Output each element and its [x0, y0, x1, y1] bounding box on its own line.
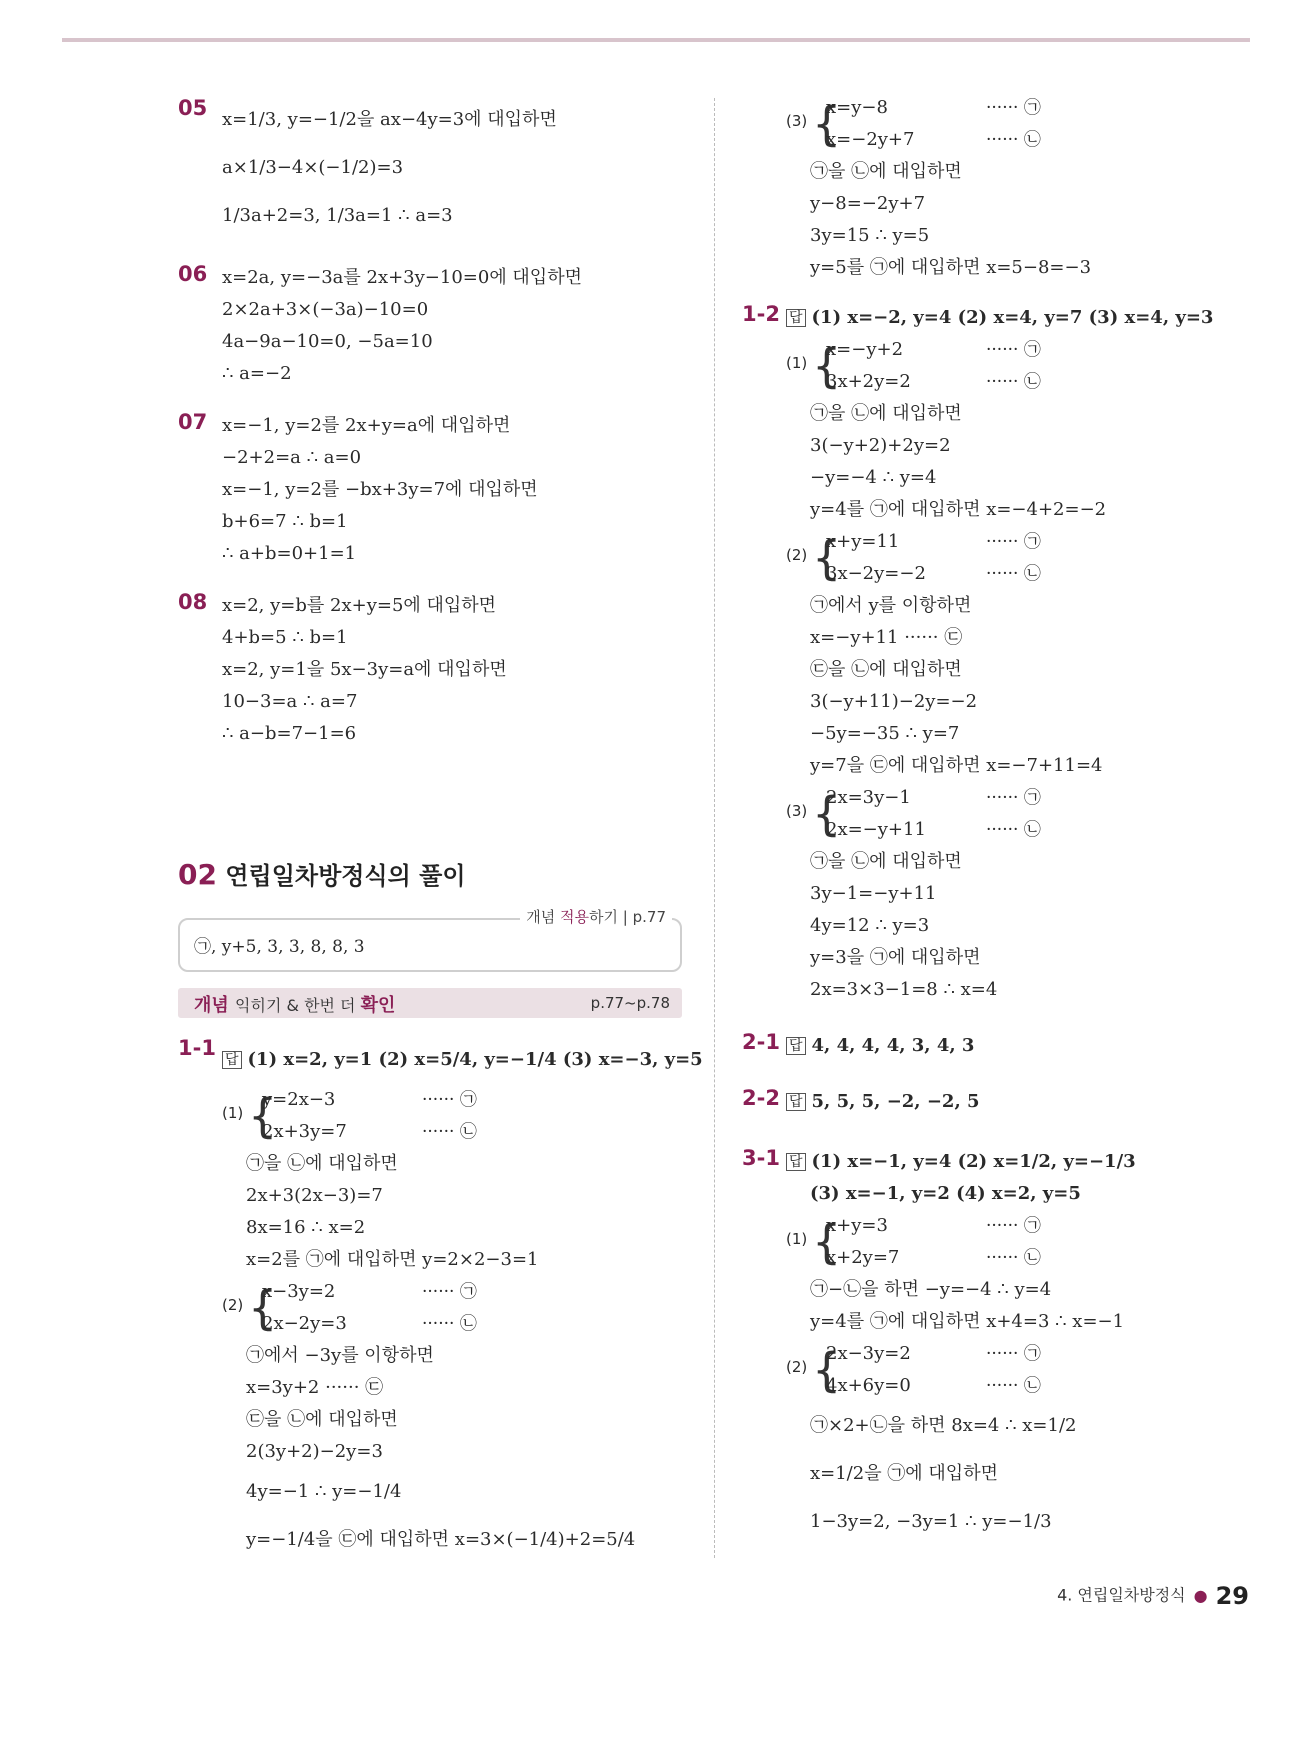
- equation: 3x−2y=−2: [826, 563, 926, 584]
- problem-07: [178, 410, 698, 570]
- brace-icon: {: [812, 531, 842, 585]
- system-label: (1): [786, 354, 808, 372]
- equation-system: [786, 782, 1242, 846]
- equation: 2x=3y−1: [826, 787, 911, 808]
- solution-line: x=2, y=1을 5x−3y=a에 대입하면: [222, 659, 507, 680]
- problem-3-1: [742, 1146, 1242, 1546]
- equation: x−3y=2: [262, 1281, 336, 1302]
- solution-line: ㉠에서 −3y를 이항하면: [246, 1345, 434, 1366]
- practice-title-part: 확인: [360, 995, 396, 1016]
- solution-line: −y=−4 ∴ y=4: [810, 467, 937, 488]
- answer-mark: 답: [786, 1093, 806, 1111]
- equation-mark: ······ ㉡: [986, 564, 1041, 584]
- solution-line: ㉠을 ㉡에 대입하면: [810, 161, 962, 182]
- equation-system: [786, 1210, 1242, 1274]
- answer-line: [222, 1036, 703, 1084]
- equation: x=−2y+7: [826, 129, 915, 150]
- practice-title: [194, 991, 395, 1017]
- solution-line: y−8=−2y+7: [810, 193, 926, 214]
- practice-bar: [178, 988, 682, 1018]
- solution-line: ∴ a−b=7−1=6: [222, 723, 357, 744]
- solution-line: −2+2=a ∴ a=0: [222, 447, 362, 468]
- brace-icon: {: [248, 1089, 278, 1143]
- equation-mark: ······ ㉡: [986, 1248, 1041, 1268]
- problem-number: 08: [178, 590, 208, 614]
- section-heading: [178, 856, 466, 891]
- equation-mark: ······ ㉡: [422, 1314, 477, 1334]
- equation: 2x=−y+11: [826, 819, 926, 840]
- solution-line: 8x=16 ∴ x=2: [246, 1217, 366, 1238]
- problem-number: 07: [178, 410, 208, 434]
- equation: x+y=3: [826, 1215, 888, 1236]
- practice-title-part: 개념: [194, 995, 236, 1016]
- solution-line: ㉠−㉡을 하면 −y=−4 ∴ y=4: [810, 1279, 1052, 1300]
- answer-mark: 답: [786, 1037, 806, 1055]
- solution-line: 3y=15 ∴ y=5: [810, 225, 930, 246]
- brace-icon: {: [812, 339, 842, 393]
- equation: 3x+2y=2: [826, 371, 911, 392]
- solution-line: x=1/3, y=−1/2을 ax−4y=3에 대입하면: [222, 109, 557, 130]
- solution-line: x=2a, y=−3a를 2x+3y−10=0에 대입하면: [222, 267, 582, 288]
- equation-mark: ······ ㉠: [422, 1090, 477, 1110]
- solution-line: ㉠을 ㉡에 대입하면: [810, 403, 962, 424]
- chapter-title: 4. 연립일차방정식: [1057, 1585, 1186, 1605]
- section-title: 연립일차방정식의 풀이: [225, 862, 466, 890]
- answer-text: (3) x=−1, y=2 (4) x=2, y=5: [810, 1183, 1081, 1204]
- column-divider: [714, 98, 715, 1558]
- equation: 2x−2y=3: [262, 1313, 347, 1334]
- equation-mark: ······ ㉠: [986, 1216, 1041, 1236]
- equation-system: [786, 1338, 1242, 1402]
- solution-line: 10−3=a ∴ a=7: [222, 691, 358, 712]
- brace-icon: {: [812, 787, 842, 841]
- solution-line: −5y=−35 ∴ y=7: [810, 723, 960, 744]
- system-label: (2): [786, 546, 808, 564]
- problem-number: 06: [178, 262, 208, 286]
- equation-system: [222, 1276, 698, 1340]
- solution-line: ㉢을 ㉡에 대입하면: [246, 1409, 398, 1430]
- system-label: (1): [222, 1104, 244, 1122]
- solution-line: 4+b=5 ∴ b=1: [222, 627, 348, 648]
- equation-mark: ······ ㉡: [986, 372, 1041, 392]
- problem-number: 2-2: [742, 1086, 780, 1110]
- answer-line: [786, 1030, 1242, 1062]
- solution-line: 3(−y+11)−2y=−2: [810, 691, 978, 712]
- left-column-lower: [178, 1036, 703, 1564]
- apply-label: 하기: [589, 908, 619, 926]
- answer-line: [786, 302, 1242, 334]
- system-label: (2): [786, 1358, 808, 1376]
- solution-line: 1−3y=2, −3y=1 ∴ y=−1/3: [810, 1511, 1052, 1532]
- solution-line: 2(3y+2)−2y=3: [246, 1441, 383, 1462]
- solution-line: 2×2a+3×(−3a)−10=0: [222, 299, 429, 320]
- solution-line: y=4를 ㉠에 대입하면 x+4=3 ∴ x=−1: [810, 1311, 1125, 1332]
- solution-line: x=−1, y=2를 2x+y=a에 대입하면: [222, 415, 511, 436]
- solution-line: y=3을 ㉠에 대입하면: [810, 947, 981, 968]
- system-label: (2): [222, 1296, 244, 1314]
- solution-line: ㉠을 ㉡에 대입하면: [810, 851, 962, 872]
- problem-1-2: [742, 302, 1242, 1006]
- solution-line: 2x=3×3−1=8 ∴ x=4: [810, 979, 998, 1000]
- equation-system: [786, 526, 1242, 590]
- solution-line: 3y−1=−y+11: [810, 883, 937, 904]
- system-label: (3): [786, 112, 808, 130]
- solution-line: y=7을 ㉢에 대입하면 x=−7+11=4: [810, 755, 1103, 776]
- equation: x+y=11: [826, 531, 900, 552]
- solution-line: a×1/3−4×(−1/2)=3: [222, 157, 404, 178]
- problem-06: [178, 262, 698, 390]
- answer-text: (1) x=−1, y=4 (2) x=1/2, y=−1/3: [811, 1151, 1136, 1172]
- equation-system: [222, 1084, 698, 1148]
- problem-1-1: [178, 1036, 703, 1564]
- solution-line: ㉠×2+㉡을 하면 8x=4 ∴ x=1/2: [810, 1415, 1077, 1436]
- equation: x=y−8: [826, 97, 888, 118]
- brace-icon: {: [812, 1343, 842, 1397]
- answer-text: (1) x=2, y=1 (2) x=5/4, y=−1/4 (3) x=−3, y=5: [247, 1049, 703, 1070]
- apply-answer: ㉠, y+5, 3, 3, 8, 8, 3: [194, 937, 365, 957]
- apply-label: 개념: [526, 908, 561, 926]
- solution-line: 2x+3(2x−3)=7: [246, 1185, 383, 1206]
- solution-line: x=−y+11 ······ ㉢: [810, 627, 963, 648]
- equation: x=−y+2: [826, 339, 904, 360]
- solution-line: y=5를 ㉠에 대입하면 x=5−8=−3: [810, 257, 1092, 278]
- answer-text: 5, 5, 5, −2, −2, 5: [811, 1091, 980, 1112]
- left-column: [178, 96, 698, 750]
- equation-mark: ······ ㉡: [986, 130, 1041, 150]
- problem-number: 1-1: [178, 1036, 216, 1060]
- equation: 4x+6y=0: [826, 1375, 911, 1396]
- section-number: 02: [178, 858, 217, 891]
- problem-05: [178, 96, 698, 240]
- page-number: 29: [1215, 1582, 1249, 1610]
- problem-2-1: [742, 1030, 1242, 1062]
- problem-2-2: [742, 1086, 1242, 1118]
- apply-header: 개념 적용하기 | p.77: [520, 906, 672, 927]
- problem-number: 1-2: [742, 302, 780, 326]
- equation: x+2y=7: [826, 1247, 900, 1268]
- solution-line: 4y=12 ∴ y=3: [810, 915, 930, 936]
- solution-line: ㉠을 ㉡에 대입하면: [246, 1153, 398, 1174]
- system-label: (3): [786, 802, 808, 820]
- equation-mark: ······ ㉠: [422, 1282, 477, 1302]
- problem-08: [178, 590, 698, 750]
- equation: 2x+3y=7: [262, 1121, 347, 1142]
- brace-icon: {: [812, 97, 842, 151]
- solution-line: 1/3a+2=3, 1/3a=1 ∴ a=3: [222, 205, 453, 226]
- system-label: (1): [786, 1230, 808, 1248]
- answer-text: 4, 4, 4, 4, 3, 4, 3: [811, 1035, 975, 1056]
- solution-line: ∴ a+b=0+1=1: [222, 543, 357, 564]
- equation: y=2x−3: [262, 1089, 336, 1110]
- equation-mark: ······ ㉠: [986, 1344, 1041, 1364]
- equation-mark: ······ ㉠: [986, 532, 1041, 552]
- solution-line: x=−1, y=2를 −bx+3y=7에 대입하면: [222, 479, 538, 500]
- apply-label-accent: 적용: [560, 908, 590, 926]
- equation-mark: ······ ㉠: [986, 340, 1041, 360]
- equation-mark: ······ ㉠: [986, 788, 1041, 808]
- solution-line: x=3y+2 ······ ㉢: [246, 1377, 384, 1398]
- answer-line: [786, 1086, 1242, 1118]
- practice-pages: p.77~p.78: [590, 994, 670, 1012]
- solution-line: x=1/2을 ㉠에 대입하면: [810, 1463, 998, 1484]
- equation-system: [786, 92, 1242, 156]
- right-column: [742, 92, 1242, 1546]
- answer-mark: 답: [786, 1153, 806, 1171]
- solution-line: y=−1/4을 ㉢에 대입하면 x=3×(−1/4)+2=5/4: [246, 1529, 636, 1550]
- equation-mark: ······ ㉡: [422, 1122, 477, 1142]
- solution-line: x=2를 ㉠에 대입하면 y=2×2−3=1: [246, 1249, 539, 1270]
- solution-line: ∴ a=−2: [222, 363, 292, 384]
- solution-line: b+6=7 ∴ b=1: [222, 511, 348, 532]
- solution-line: ㉢을 ㉡에 대입하면: [810, 659, 962, 680]
- top-rule: [62, 38, 1250, 42]
- brace-icon: {: [812, 1215, 842, 1269]
- equation-mark: ······ ㉡: [986, 1376, 1041, 1396]
- equation: 2x−3y=2: [826, 1343, 911, 1364]
- problem-number: 05: [178, 96, 208, 120]
- equation-mark: ······ ㉡: [986, 820, 1041, 840]
- practice-title-part: 익히기 & 한번 더: [235, 996, 361, 1015]
- solution-line: 3(−y+2)+2y=2: [810, 435, 951, 456]
- solution-line: 4y=−1 ∴ y=−1/4: [246, 1481, 402, 1502]
- solution-line: ㉠에서 y를 이항하면: [810, 595, 972, 616]
- solution-line: 4a−9a−10=0, −5a=10: [222, 331, 433, 352]
- answer-mark: 답: [222, 1051, 242, 1069]
- answer-line: [786, 1146, 1242, 1178]
- answer-text: (1) x=−2, y=4 (2) x=4, y=7 (3) x=4, y=3: [811, 307, 1214, 328]
- page-footer: [1057, 1582, 1249, 1610]
- answer-mark: 답: [786, 309, 806, 327]
- brace-icon: {: [248, 1281, 278, 1335]
- concept-apply-box: [178, 908, 682, 972]
- equation-mark: ······ ㉠: [986, 98, 1041, 118]
- apply-page: p.77: [632, 908, 666, 926]
- solution-line: y=4를 ㉠에 대입하면 x=−4+2=−2: [810, 499, 1107, 520]
- problem-number: 3-1: [742, 1146, 780, 1170]
- solution-line: x=2, y=b를 2x+y=5에 대입하면: [222, 595, 497, 616]
- problem-number: 2-1: [742, 1030, 780, 1054]
- bullet-icon: ●: [1193, 1585, 1208, 1605]
- equation-system: [786, 334, 1242, 398]
